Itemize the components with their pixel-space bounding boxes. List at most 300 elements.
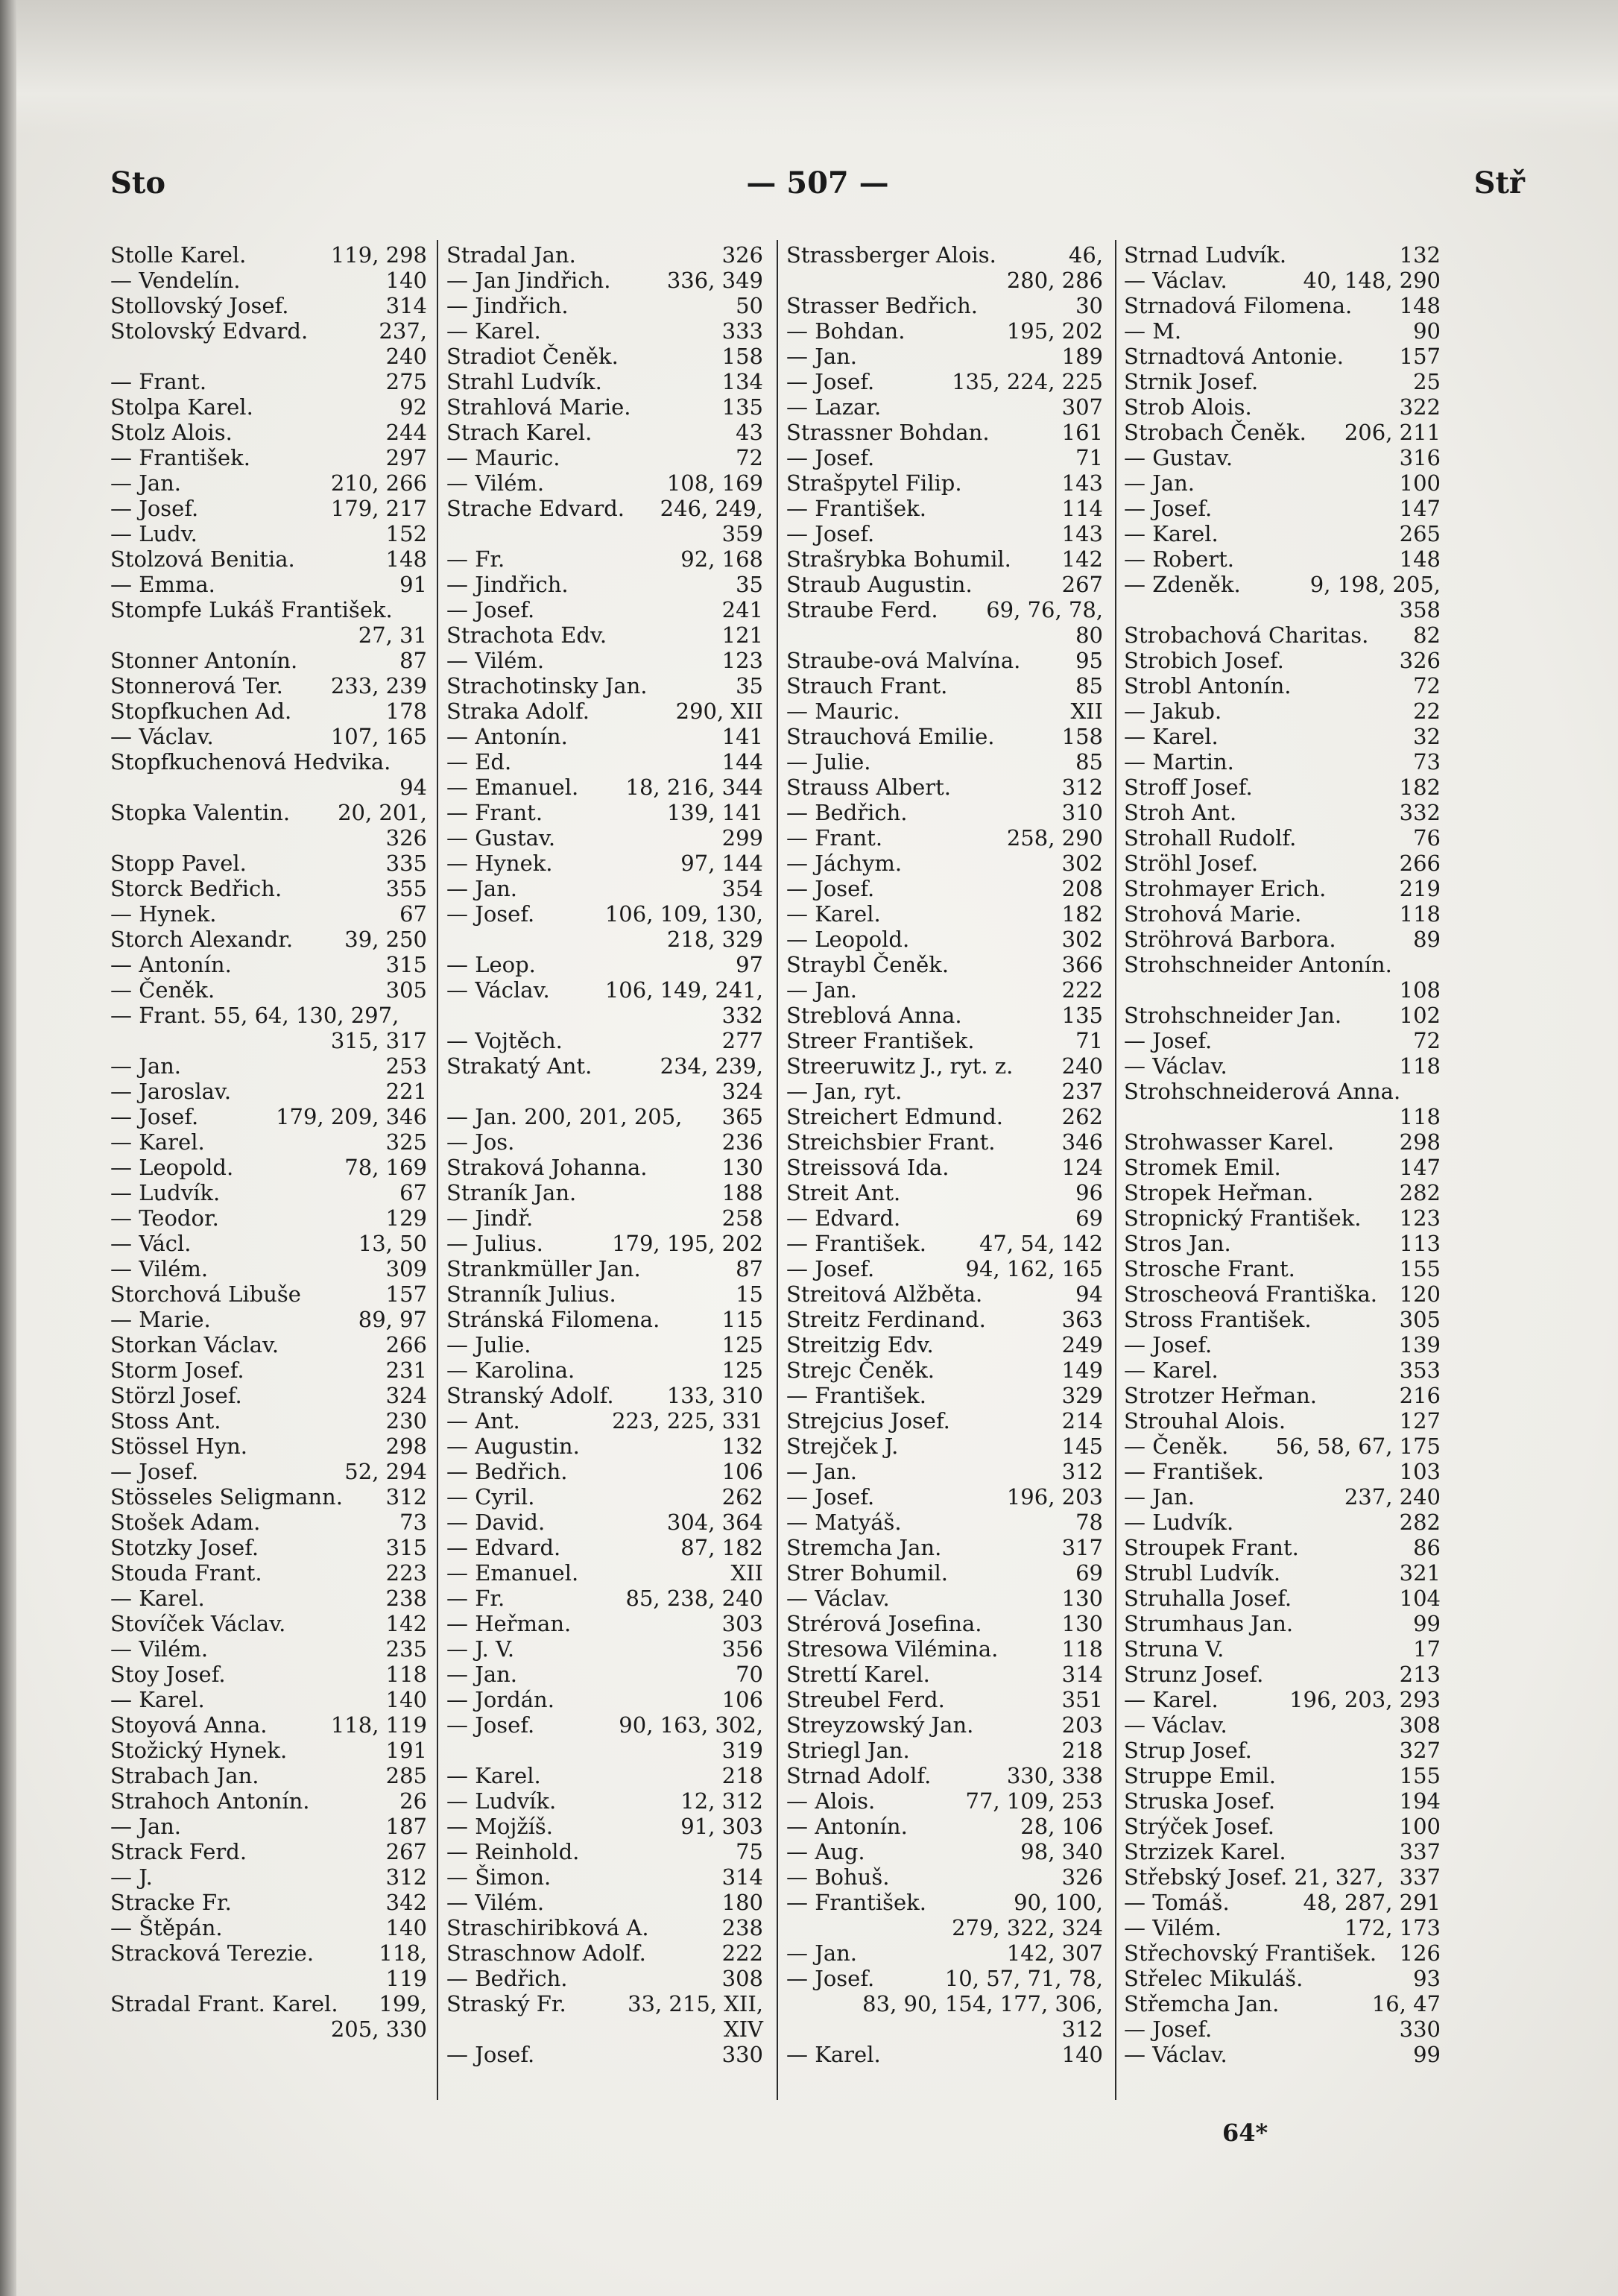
- entry-name: — J. V.: [446, 1636, 515, 1662]
- index-entry: [110, 775, 427, 800]
- index-entry: [786, 1332, 1103, 1357]
- entry-name: Straub Augustin.: [786, 572, 973, 597]
- entry-pages: 308: [721, 1966, 763, 1991]
- index-entry: [110, 724, 427, 749]
- index-entry: [786, 1966, 1103, 1991]
- index-entry: [786, 1611, 1103, 1636]
- entry-name: Strohschneiderová Anna.: [1124, 1079, 1401, 1104]
- index-entry: [110, 1611, 427, 1636]
- entry-pages: 178: [385, 698, 427, 724]
- entry-name: Streit Ant.: [786, 1180, 901, 1205]
- entry-name: — František.: [786, 1231, 926, 1256]
- entry-pages: 279, 322, 324: [952, 1915, 1103, 1940]
- index-entry: [110, 1560, 427, 1586]
- entry-name: — Julius.: [446, 1231, 543, 1256]
- entry-name: — Karel.: [1124, 1687, 1219, 1712]
- entry-name: Strohwasser Karel.: [1124, 1129, 1335, 1155]
- entry-pages: 234, 239,: [660, 1053, 763, 1079]
- entry-name: — Vilém.: [446, 470, 545, 496]
- index-entry: [446, 851, 763, 876]
- index-entry: [446, 1864, 763, 1890]
- entry-name: Ströhl Josef.: [1124, 851, 1259, 876]
- entry-name: Strahoch Antonín.: [110, 1788, 310, 1814]
- entry-name: — Josef.: [1124, 2016, 1213, 2042]
- entry-pages: 353: [1399, 1357, 1441, 1383]
- index-entry: [786, 318, 1103, 344]
- entry-name: Stopp Pavel.: [110, 851, 247, 876]
- entry-pages: 72: [736, 445, 763, 470]
- entry-pages: 102: [1399, 1003, 1441, 1028]
- entry-name: Streitová Alžběta.: [786, 1281, 983, 1307]
- entry-name: Stolpa Karel.: [110, 394, 253, 420]
- entry-name: Streer František.: [786, 1028, 975, 1053]
- entry-pages: 240: [1061, 1053, 1103, 1079]
- entry-name: — František.: [786, 1383, 926, 1408]
- index-entry: [786, 2042, 1103, 2067]
- entry-name: — Vilém.: [446, 1890, 545, 1915]
- entry-pages: 132: [1399, 242, 1441, 268]
- entry-pages: 152: [385, 521, 427, 546]
- entry-pages: 218: [721, 1763, 763, 1788]
- entry-pages: 73: [399, 1510, 427, 1535]
- entry-pages: 155: [1399, 1256, 1441, 1281]
- index-entry: [1124, 1788, 1441, 1814]
- index-entry: [1124, 445, 1441, 470]
- entry-name: Stošek Adam.: [110, 1510, 261, 1535]
- entry-name: — Fr.: [446, 546, 505, 572]
- entry-pages: XIV: [723, 2016, 763, 2042]
- index-entry: [110, 496, 427, 521]
- entry-pages: 329: [1061, 1383, 1103, 1408]
- entry-name: Stroscheová Františka.: [1124, 1281, 1377, 1307]
- index-entry: [786, 1281, 1103, 1307]
- index-entry: [446, 2042, 763, 2067]
- entry-pages: 266: [1399, 851, 1441, 876]
- entry-name: — Vilém.: [1124, 1915, 1222, 1940]
- entry-pages: 147: [1399, 1155, 1441, 1180]
- entry-name: Střechovský František.: [1124, 1940, 1377, 1966]
- index-entry: [1124, 1991, 1441, 2016]
- entry-name: Stoyová Anna.: [110, 1712, 268, 1738]
- entry-pages: 90: [1413, 318, 1441, 344]
- index-entry: [110, 749, 427, 775]
- entry-name: — Gustav.: [446, 825, 556, 851]
- entry-name: — Vilém.: [110, 1636, 209, 1662]
- entry-pages: 354: [721, 876, 763, 901]
- index-entry: [446, 1966, 763, 1991]
- index-entry: [1124, 1332, 1441, 1357]
- entry-name: Strejc Čeněk.: [786, 1357, 935, 1383]
- entry-pages: 221: [385, 1079, 427, 1104]
- entry-pages: 267: [385, 1839, 427, 1864]
- entry-name: — Čeněk.: [1124, 1434, 1229, 1459]
- index-entry: [1124, 1003, 1441, 1028]
- index-entry: [446, 597, 763, 622]
- entry-name: Stroupek Frant.: [1124, 1535, 1299, 1560]
- entry-name: — Julie.: [786, 749, 871, 775]
- entry-pages: 359: [721, 521, 763, 546]
- index-column-2: [446, 242, 763, 2067]
- index-entry: [786, 1788, 1103, 1814]
- index-entry: [786, 268, 1103, 293]
- entry-pages: 130: [1061, 1611, 1103, 1636]
- entry-pages: XII: [1070, 698, 1103, 724]
- entry-pages: 241: [721, 597, 763, 622]
- entry-name: Straka Adolf.: [446, 698, 590, 724]
- entry-pages: 236: [721, 1129, 763, 1155]
- index-entry: [446, 698, 763, 724]
- entry-pages: 123: [721, 648, 763, 673]
- entry-pages: XII: [730, 1560, 763, 1586]
- entry-pages: 142: [1061, 546, 1103, 572]
- index-entry: [1124, 1129, 1441, 1155]
- entry-name: — Leopold.: [786, 927, 910, 952]
- index-entry: [446, 1636, 763, 1662]
- entry-pages: 9, 198, 205,: [1309, 572, 1441, 597]
- entry-name: — Jan.: [110, 470, 182, 496]
- entry-pages: 99: [1413, 2042, 1441, 2067]
- entry-pages: 126: [1399, 1940, 1441, 1966]
- index-entry: [110, 369, 427, 394]
- entry-pages: 266: [385, 1332, 427, 1357]
- entry-name: Strotzer Heřman.: [1124, 1383, 1318, 1408]
- entry-pages: 143: [1061, 470, 1103, 496]
- index-entry: [446, 1535, 763, 1560]
- entry-name: Strašpytel Filip.: [786, 470, 962, 496]
- index-entry: [786, 572, 1103, 597]
- entry-pages: 85: [1075, 673, 1103, 698]
- entry-name: Stracke Fr.: [110, 1890, 232, 1915]
- entry-pages: 315: [385, 1535, 427, 1560]
- index-entry: [446, 749, 763, 775]
- entry-pages: 118: [385, 1662, 427, 1687]
- entry-name: — Jan Jindřich.: [446, 268, 611, 293]
- entry-pages: 133, 310: [666, 1383, 763, 1408]
- index-entry: [1124, 1712, 1441, 1738]
- entry-pages: 69, 76, 78,: [986, 597, 1103, 622]
- entry-pages: 208: [1061, 876, 1103, 901]
- index-entry: [786, 470, 1103, 496]
- header-right-catchword: Stř: [1473, 165, 1525, 201]
- index-entry: [1124, 546, 1441, 572]
- entry-name: Streyzowský Jan.: [786, 1712, 974, 1738]
- entry-pages: 312: [385, 1484, 427, 1510]
- entry-pages: 99: [1413, 1611, 1441, 1636]
- entry-pages: 125: [721, 1332, 763, 1357]
- index-entry: [786, 724, 1103, 749]
- entry-pages: 308: [1399, 1712, 1441, 1738]
- entry-pages: 161: [1061, 420, 1103, 445]
- entry-name: Strahl Ludvík.: [446, 369, 602, 394]
- entry-pages: 139: [1399, 1332, 1441, 1357]
- entry-name: Strettí Karel.: [786, 1662, 930, 1687]
- index-entry: [110, 901, 427, 927]
- index-entry: [446, 2016, 763, 2042]
- index-entry: [446, 1104, 763, 1129]
- entry-pages: 33, 215, XII,: [628, 1991, 763, 2016]
- index-entry: [110, 1712, 427, 1738]
- index-entry: [1124, 1104, 1441, 1129]
- index-entry: [110, 673, 427, 698]
- entry-name: Storck Bedřich.: [110, 876, 282, 901]
- index-entry: [110, 1408, 427, 1434]
- index-entry: [446, 1484, 763, 1510]
- index-entry: [110, 1307, 427, 1332]
- index-entry: [1124, 698, 1441, 724]
- index-column-1: [110, 242, 427, 2042]
- index-entry: [786, 1357, 1103, 1383]
- entry-name: Střelec Mikuláš.: [1124, 1966, 1303, 1991]
- index-entry: [786, 344, 1103, 369]
- index-entry: [786, 1662, 1103, 1687]
- entry-pages: 12, 312: [680, 1788, 763, 1814]
- entry-pages: 10, 57, 71, 78,: [944, 1966, 1103, 1991]
- entry-pages: 317: [1061, 1535, 1103, 1560]
- index-entry: [1124, 1155, 1441, 1180]
- entry-pages: 17: [1413, 1636, 1441, 1662]
- index-entry: [446, 1510, 763, 1535]
- entry-name: Strýček Josef.: [1124, 1814, 1275, 1839]
- index-entry: [446, 1763, 763, 1788]
- entry-name: Stotzky Josef.: [110, 1535, 259, 1560]
- entry-pages: 140: [1061, 2042, 1103, 2067]
- entry-pages: 282: [1399, 1510, 1441, 1535]
- entry-name: Stradiot Čeněk.: [446, 344, 619, 369]
- index-entry: [1124, 648, 1441, 673]
- entry-name: — Hynek.: [446, 851, 553, 876]
- entry-name: — Jakub.: [1124, 698, 1222, 724]
- entry-pages: 246, 249,: [660, 496, 763, 521]
- entry-name: Strosche Frant.: [1124, 1256, 1295, 1281]
- index-entry: [1124, 420, 1441, 445]
- entry-pages: 149: [1061, 1357, 1103, 1383]
- entry-name: — Václav.: [446, 977, 550, 1003]
- index-entry: [1124, 1053, 1441, 1079]
- entry-name: Strejcius Josef.: [786, 1408, 950, 1434]
- entry-pages: 89, 97: [358, 1307, 427, 1332]
- entry-name: — Emanuel.: [446, 775, 579, 800]
- entry-name: — Jordán.: [446, 1687, 554, 1712]
- index-entry: [1124, 800, 1441, 825]
- entry-name: Straube-ová Malvína.: [786, 648, 1021, 673]
- entry-name: — Josef.: [786, 445, 875, 470]
- entry-pages: 258, 290: [1006, 825, 1103, 851]
- entry-name: Strabach Jan.: [110, 1763, 259, 1788]
- entry-name: — Martin.: [1124, 749, 1234, 775]
- entry-name: — Frant.: [786, 825, 883, 851]
- entry-pages: 337: [1399, 1864, 1441, 1890]
- entry-name: Storchová Libuše: [110, 1281, 301, 1307]
- index-entry: [446, 1281, 763, 1307]
- entry-name: Strack Ferd.: [110, 1839, 247, 1864]
- index-entry: [110, 420, 427, 445]
- entry-pages: 48, 287, 291: [1303, 1890, 1441, 1915]
- entry-name: Streeruwitz J., ryt. z.: [786, 1053, 1014, 1079]
- entry-name: Strache Edvard.: [446, 496, 625, 521]
- index-entry: [446, 952, 763, 977]
- entry-name: — Mauric.: [446, 445, 560, 470]
- entry-pages: 158: [1061, 724, 1103, 749]
- entry-name: Straube Ferd.: [786, 597, 938, 622]
- index-column-3: [786, 242, 1103, 2067]
- index-entry: [1124, 1839, 1441, 1864]
- index-entry: [1124, 952, 1441, 977]
- index-entry: [1124, 394, 1441, 420]
- entry-pages: 337: [1399, 1839, 1441, 1864]
- entry-pages: 35: [736, 572, 763, 597]
- entry-pages: 305: [385, 977, 427, 1003]
- entry-name: Strzizek Karel.: [1124, 1839, 1286, 1864]
- entry-pages: 155: [1399, 1763, 1441, 1788]
- index-entry: [446, 1940, 763, 1966]
- entry-pages: 26: [399, 1788, 427, 1814]
- entry-name: Struhalla Josef.: [1124, 1586, 1292, 1611]
- entry-name: Stropek Heřman.: [1124, 1180, 1314, 1205]
- entry-name: — Jan.: [110, 1053, 182, 1079]
- entry-pages: 332: [1399, 800, 1441, 825]
- entry-name: Strnadtová Antonie.: [1124, 344, 1344, 369]
- entry-pages: 187: [385, 1814, 427, 1839]
- entry-pages: 148: [1399, 293, 1441, 318]
- entry-pages: 316: [1399, 445, 1441, 470]
- entry-pages: 238: [385, 1586, 427, 1611]
- entry-pages: 298: [385, 1434, 427, 1459]
- index-entry: [786, 977, 1103, 1003]
- page-number: — 507 —: [746, 165, 889, 201]
- entry-pages: 189: [1061, 344, 1103, 369]
- entry-pages: 141: [721, 724, 763, 749]
- index-entry: [446, 724, 763, 749]
- entry-name: — Teodor.: [110, 1205, 219, 1231]
- index-entry: [446, 1814, 763, 1839]
- index-entry: [446, 470, 763, 496]
- entry-pages: 326: [1399, 648, 1441, 673]
- entry-name: — Emanuel.: [446, 1560, 579, 1586]
- index-entry: [786, 1839, 1103, 1864]
- entry-pages: 108: [1399, 977, 1441, 1003]
- column-rule: [1115, 240, 1116, 2100]
- entry-name: Strauch Frant.: [786, 673, 948, 698]
- entry-pages: 321: [1399, 1560, 1441, 1586]
- index-entry: [1124, 344, 1441, 369]
- entry-name: — Šimon.: [446, 1864, 552, 1890]
- entry-pages: 22: [1413, 698, 1441, 724]
- page-header: [110, 165, 1525, 207]
- index-entry: [1124, 521, 1441, 546]
- entry-name: Stroh Ant.: [1124, 800, 1237, 825]
- index-entry: [110, 648, 427, 673]
- entry-pages: 143: [1061, 521, 1103, 546]
- entry-pages: 27, 31: [358, 622, 427, 648]
- index-entry: [110, 977, 427, 1003]
- entry-name: — Josef.: [446, 597, 535, 622]
- entry-pages: 20, 201,: [338, 800, 427, 825]
- index-entry: [786, 1940, 1103, 1966]
- index-entry: [110, 1864, 427, 1890]
- index-entry: [446, 1155, 763, 1180]
- entry-name: — Antonín.: [786, 1814, 908, 1839]
- index-entry: [446, 1383, 763, 1408]
- entry-name: — Štěpán.: [110, 1915, 223, 1940]
- entry-pages: 71: [1075, 1028, 1103, 1053]
- entry-pages: 25: [1413, 369, 1441, 394]
- index-entry: [1124, 775, 1441, 800]
- index-entry: [1124, 977, 1441, 1003]
- entry-pages: 218: [1061, 1738, 1103, 1763]
- index-entry: [786, 1535, 1103, 1560]
- entry-name: Storkan Václav.: [110, 1332, 279, 1357]
- entry-name: — Václav.: [1124, 1053, 1227, 1079]
- index-entry: [786, 1155, 1103, 1180]
- entry-name: Stožický Hynek.: [110, 1738, 288, 1763]
- index-entry: [446, 1129, 763, 1155]
- index-entry: [446, 622, 763, 648]
- index-entry: [786, 1408, 1103, 1434]
- index-entry: [110, 851, 427, 876]
- index-entry: [786, 698, 1103, 724]
- entry-pages: 91, 303: [680, 1814, 763, 1839]
- index-entry: [110, 242, 427, 268]
- entry-pages: 213: [1399, 1662, 1441, 1687]
- entry-pages: 309: [385, 1256, 427, 1281]
- index-entry: [786, 927, 1103, 952]
- index-entry: [446, 1180, 763, 1205]
- index-entry: [110, 1053, 427, 1079]
- entry-name: Stolz Alois.: [110, 420, 233, 445]
- index-entry: [446, 1890, 763, 1915]
- entry-name: — Josef.: [786, 369, 875, 394]
- entry-name: — Josef.: [110, 496, 199, 521]
- entry-name: — Karel.: [446, 1763, 541, 1788]
- entry-name: Stracková Terezie.: [110, 1940, 315, 1966]
- index-entry: [110, 1839, 427, 1864]
- entry-pages: 106, 149, 241,: [604, 977, 763, 1003]
- index-entry: [1124, 724, 1441, 749]
- entry-pages: 130: [721, 1155, 763, 1180]
- entry-name: — Zdeněk.: [1124, 572, 1241, 597]
- index-entry: [1124, 927, 1441, 952]
- entry-name: Stolle Karel.: [110, 242, 247, 268]
- entry-name: Strob Alois.: [1124, 394, 1252, 420]
- index-entry: [786, 1814, 1103, 1839]
- entry-pages: 172, 173: [1344, 1915, 1441, 1940]
- entry-pages: 299: [721, 825, 763, 851]
- entry-pages: 87, 182: [680, 1535, 763, 1560]
- entry-name: — Josef.: [110, 1104, 199, 1129]
- entry-pages: 230: [385, 1408, 427, 1434]
- entry-pages: 214: [1061, 1408, 1103, 1434]
- entry-pages: 195, 202: [1006, 318, 1103, 344]
- index-entry: [110, 1129, 427, 1155]
- entry-name: — Karel.: [446, 318, 541, 344]
- entry-pages: 52, 294: [344, 1459, 427, 1484]
- index-entry: [446, 1231, 763, 1256]
- index-entry: [786, 1636, 1103, 1662]
- index-entry: [1124, 851, 1441, 876]
- entry-name: — Leop.: [446, 952, 536, 977]
- entry-pages: 258: [721, 1205, 763, 1231]
- entry-pages: 275: [385, 369, 427, 394]
- index-entry: [110, 927, 427, 952]
- index-entry: [446, 293, 763, 318]
- entry-pages: 75: [736, 1839, 763, 1864]
- entry-pages: 147: [1399, 496, 1441, 521]
- entry-name: Strachota Edv.: [446, 622, 607, 648]
- entry-name: Střemcha Jan.: [1124, 1991, 1280, 2016]
- index-entry: [110, 1104, 427, 1129]
- entry-pages: 312: [1061, 775, 1103, 800]
- entry-pages: 72: [1413, 1028, 1441, 1053]
